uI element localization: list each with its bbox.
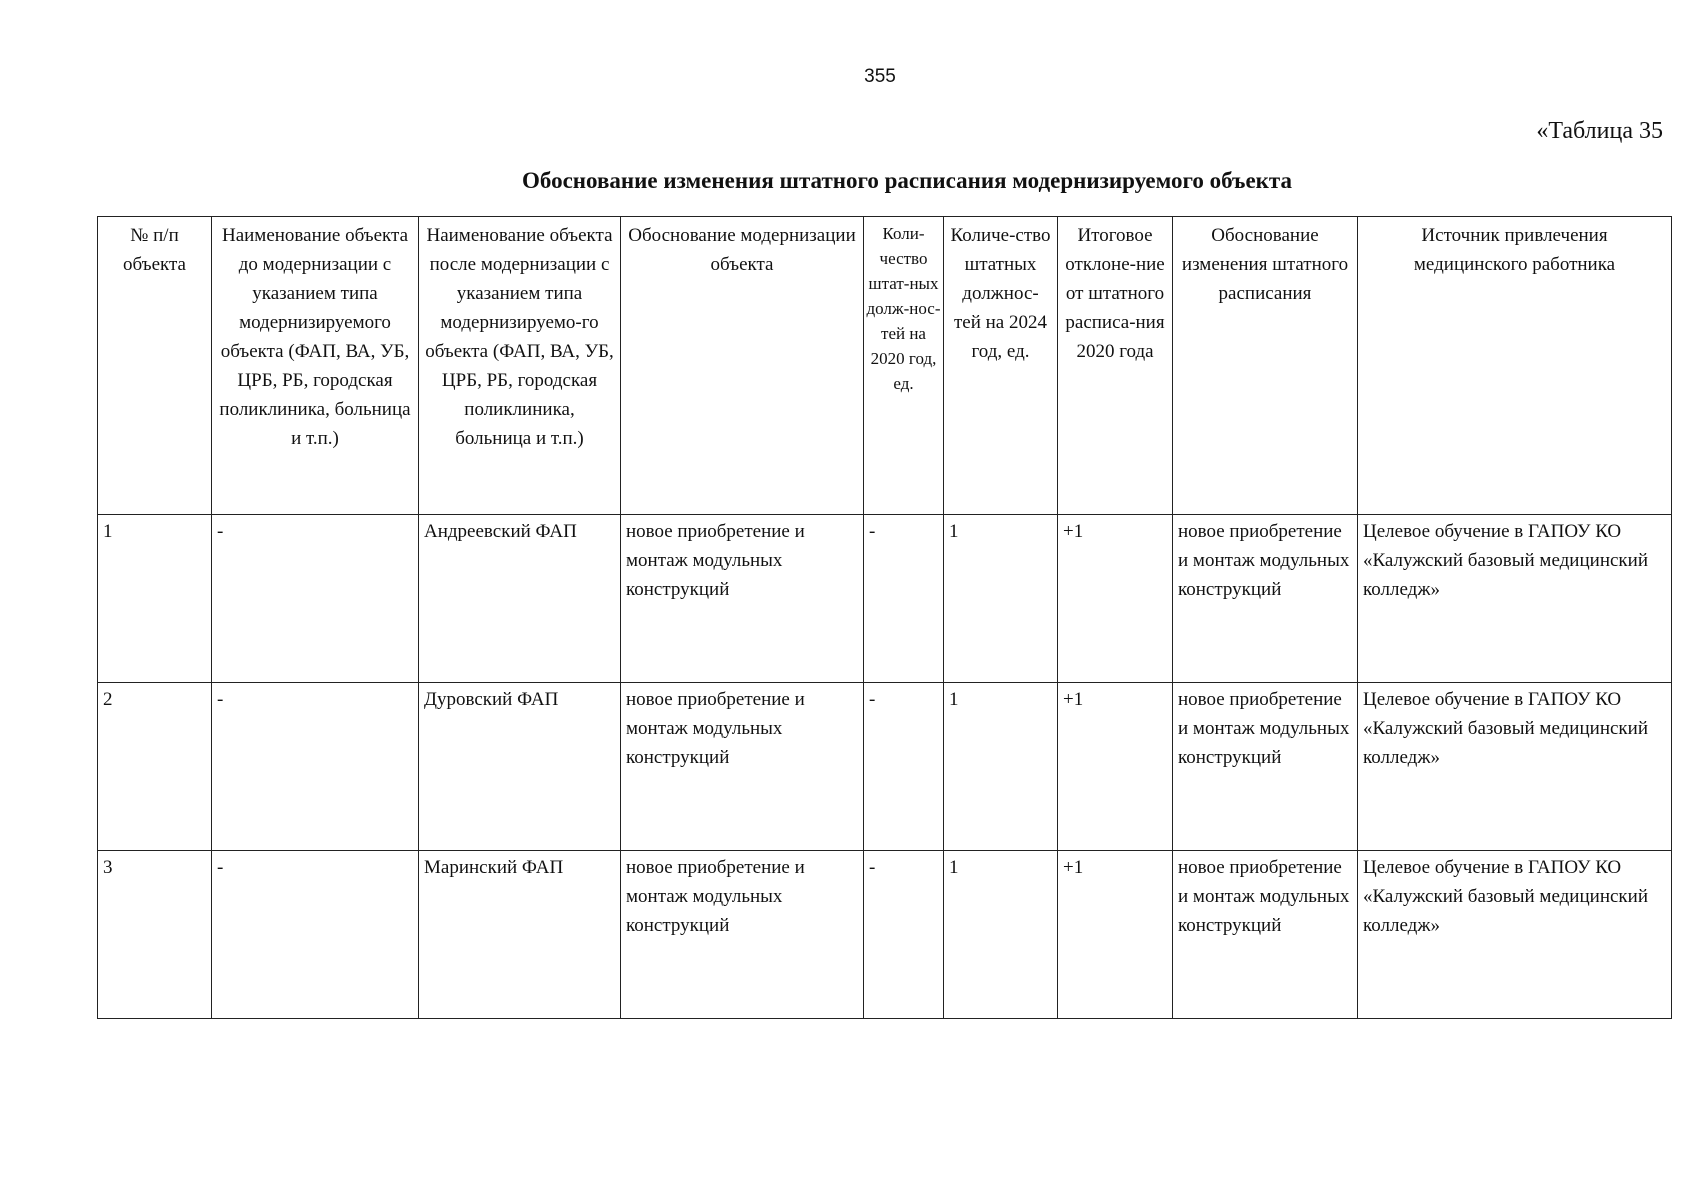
cell-name-after: Маринский ФАП	[419, 851, 621, 1019]
cell-staff-change-reason: новое приобретение и монтаж модульных конструкций	[1173, 683, 1358, 851]
table-label: «Таблица 35	[1536, 118, 1663, 144]
cell-count-2024: 1	[944, 851, 1058, 1019]
cell-number: 2	[98, 683, 212, 851]
header-deviation: Итоговое отклоне-ние от штатного расписа-ния 2020 года	[1058, 217, 1173, 515]
table-row	[98, 515, 1672, 683]
cell-count-2024: 1	[944, 683, 1058, 851]
cell-worker-source: Целевое обучение в ГАПОУ КО «Калужский базовый медицинский колледж»	[1358, 851, 1672, 1019]
header-number: № п/п объекта	[98, 217, 212, 515]
cell-count-2020: -	[864, 515, 944, 683]
cell-worker-source: Целевое обучение в ГАПОУ КО «Калужский базовый медицинский колледж»	[1358, 683, 1672, 851]
cell-number: 3	[98, 851, 212, 1019]
cell-worker-source: Целевое обучение в ГАПОУ КО «Калужский базовый медицинский колледж»	[1358, 515, 1672, 683]
cell-name-before: -	[212, 515, 419, 683]
cell-name-after: Андреевский ФАП	[419, 515, 621, 683]
cell-name-before: -	[212, 851, 419, 1019]
table-header-row	[98, 217, 1672, 515]
cell-modernization-reason: новое приобретение и монтаж модульных конструкций	[621, 683, 864, 851]
cell-name-after: Дуровский ФАП	[419, 683, 621, 851]
header-worker-source: Источник привлечения медицинского работника	[1358, 217, 1672, 515]
cell-modernization-reason: новое приобретение и монтаж модульных конструкций	[621, 515, 864, 683]
cell-number: 1	[98, 515, 212, 683]
cell-deviation: +1	[1058, 515, 1173, 683]
cell-deviation: +1	[1058, 851, 1173, 1019]
table-row	[98, 683, 1672, 851]
header-name-before: Наименование объекта до модернизации с указанием типа модернизируемого объекта (ФАП, ВА, УБ, ЦРБ, РБ, городская поликлиника, больница и т.п.)	[212, 217, 419, 515]
header-count-2024: Количе-ство штатных должнос-тей на 2024 год, ед.	[944, 217, 1058, 515]
header-modernization-reason: Обоснование модернизации объекта	[621, 217, 864, 515]
cell-staff-change-reason: новое приобретение и монтаж модульных конструкций	[1173, 851, 1358, 1019]
cell-count-2024: 1	[944, 515, 1058, 683]
cell-count-2020: -	[864, 683, 944, 851]
header-count-2020: Коли-чество штат-ных долж-нос-тей на 2020 год, ед.	[864, 217, 944, 515]
header-staff-change-reason: Обоснование изменения штатного расписания	[1173, 217, 1358, 515]
table-row	[98, 851, 1672, 1019]
cell-name-before: -	[212, 683, 419, 851]
document-title: Обоснование изменения штатного расписания модернизируемого объекта	[521, 168, 1292, 193]
staffing-table	[97, 216, 1672, 1019]
cell-staff-change-reason: новое приобретение и монтаж модульных конструкций	[1173, 515, 1358, 683]
header-name-after: Наименование объекта после модернизации с указанием типа модернизируемо-го объекта (ФАП, ВА, УБ, ЦРБ, РБ, городская поликлиника, больница и т.п.)	[419, 217, 621, 515]
cell-modernization-reason: новое приобретение и монтаж модульных конструкций	[621, 851, 864, 1019]
cell-deviation: +1	[1058, 683, 1173, 851]
cell-count-2020: -	[864, 851, 944, 1019]
page-number: 355	[864, 66, 896, 87]
